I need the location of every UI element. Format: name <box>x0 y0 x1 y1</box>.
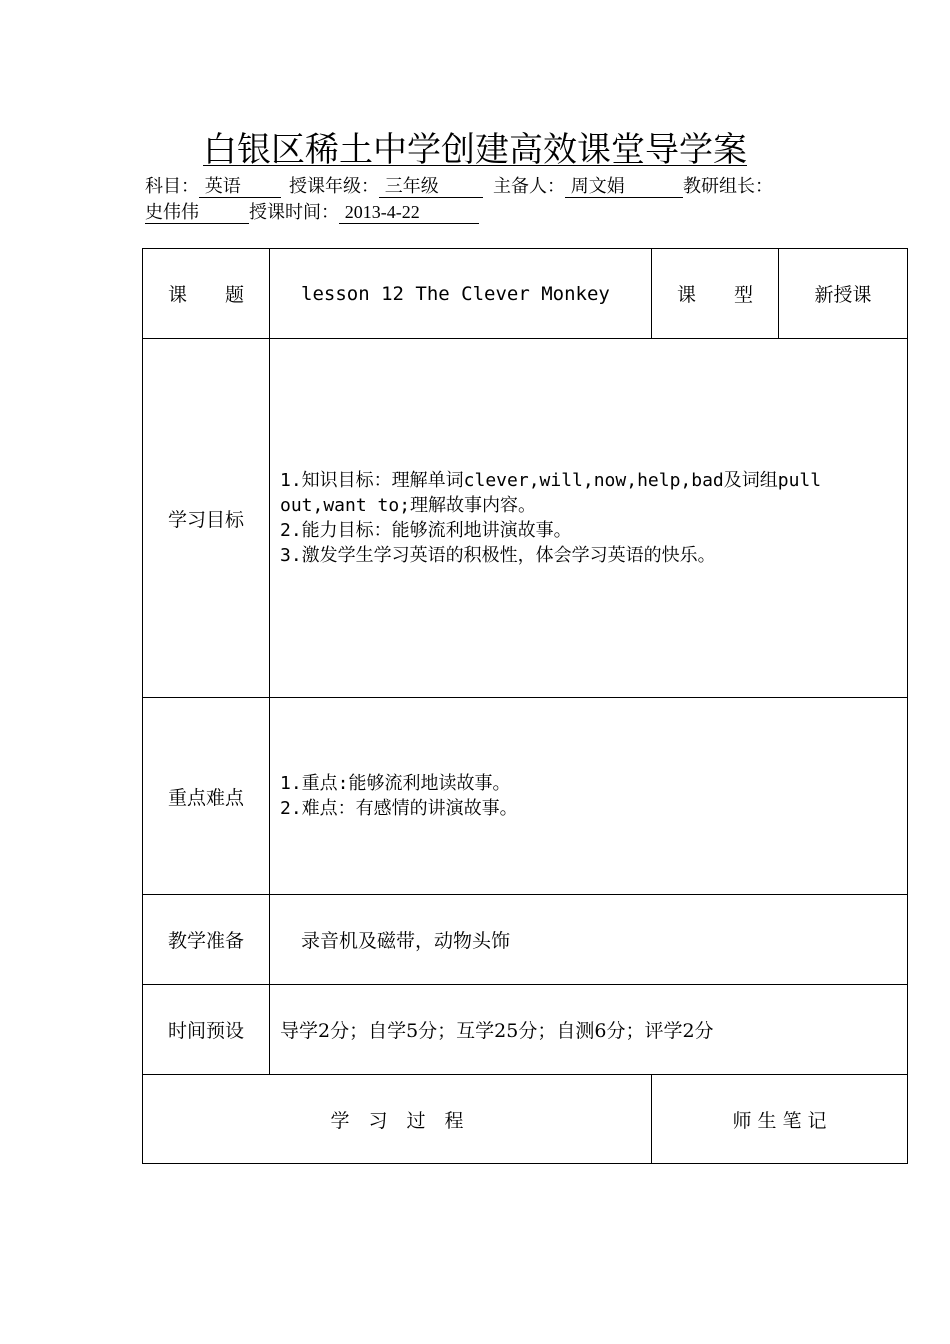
row-key-points <box>143 698 908 895</box>
row-goals <box>143 339 908 698</box>
goals-content <box>270 339 908 698</box>
row-process <box>143 1075 908 1164</box>
leader-value: 史伟伟 <box>145 203 249 224</box>
key-item: 2.难点：有感情的讲演故事。 <box>280 798 518 819</box>
meta-line-2 <box>145 200 905 226</box>
subject-label: 科目： <box>145 176 199 197</box>
goal-item: 3.激发学生学习英语的积极性，体会学习英语的快乐。 <box>280 545 716 566</box>
time-plan-value: 导学2分；自学5分；互学25分；自测6分；评学2分 <box>270 985 908 1075</box>
topic-label: 课 题 <box>143 249 270 339</box>
page-title <box>0 128 950 172</box>
subject-value: 英语 <box>199 177 281 198</box>
notes-label: 师 生 笔 记 <box>652 1075 908 1164</box>
prep-label: 教学准备 <box>143 895 270 985</box>
preparer-value: 周文娟 <box>565 177 683 198</box>
goal-item: 1.知识目标：理解单词clever,will,now,help,bad及词组pull out,want to;理解故事内容。 <box>280 470 832 516</box>
process-label: 学 习 过 程 <box>143 1075 652 1164</box>
leader-label: 教研组长： <box>683 176 773 197</box>
key-label: 重点难点 <box>143 698 270 895</box>
row-prep <box>143 895 908 985</box>
type-value: 新授课 <box>779 249 908 339</box>
row-time <box>143 985 908 1075</box>
time-plan-label: 时间预设 <box>143 985 270 1075</box>
page-title-text: 白银区稀土中学创建高效课堂导学案 <box>203 130 747 170</box>
goal-item: 2.能力目标：能够流利地讲演故事。 <box>280 520 572 541</box>
prep-value: 录音机及磁带，动物头饰 <box>270 895 908 985</box>
goals-label: 学习目标 <box>143 339 270 698</box>
grade-value: 三年级 <box>379 177 483 198</box>
key-item: 1.重点:能够流利地读故事。 <box>280 773 511 794</box>
time-value: 2013-4-22 <box>339 202 479 224</box>
topic-value: lesson 12 The Clever Monkey <box>270 249 652 339</box>
preparer-label: 主备人： <box>493 176 565 197</box>
key-content <box>270 698 908 895</box>
meta-line-1 <box>145 174 905 200</box>
type-label: 课 型 <box>652 249 779 339</box>
time-label: 授课时间： <box>249 202 339 223</box>
grade-label: 授课年级： <box>289 176 379 197</box>
row-topic <box>143 249 908 339</box>
lesson-plan-table <box>142 248 908 1164</box>
